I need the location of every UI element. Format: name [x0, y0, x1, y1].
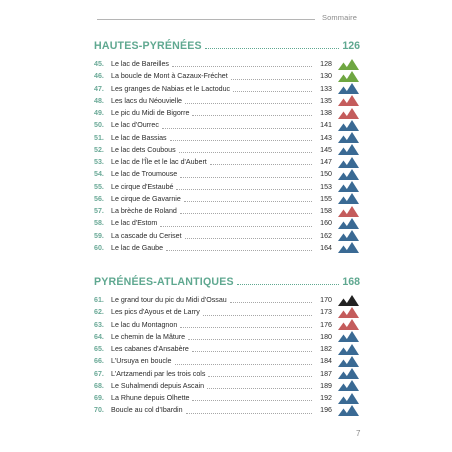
dot-leader — [192, 351, 312, 352]
entry-number: 61. — [94, 296, 104, 305]
dot-leader — [188, 339, 312, 340]
entry-page-number: 162 — [320, 231, 332, 240]
entry-title: Le lac d'Ourrec — [111, 121, 159, 130]
entry-number: 60. — [94, 243, 104, 252]
toc-entry[interactable] — [94, 144, 360, 156]
dot-leader — [176, 189, 312, 190]
section-page-number: 126 — [342, 40, 360, 52]
entry-title: Le lac de Troumouse — [111, 170, 178, 179]
toc-entry[interactable] — [94, 242, 360, 254]
section-hautes-pyrenees — [94, 40, 360, 254]
entry-page-number: 164 — [320, 243, 332, 252]
entry-number: 68. — [94, 381, 104, 390]
difficulty-mountain-icon — [338, 380, 360, 391]
section-label: Sommaire — [322, 13, 357, 22]
entry-list — [94, 294, 360, 417]
toc-entry[interactable] — [94, 132, 360, 144]
entry-number: 64. — [94, 332, 104, 341]
dot-leader — [172, 66, 312, 67]
entry-list — [94, 58, 360, 254]
entry-page-number: 138 — [320, 109, 332, 118]
entry-number: 67. — [94, 369, 104, 378]
toc-entry[interactable] — [94, 119, 360, 131]
difficulty-mountain-icon — [338, 71, 360, 82]
entry-number: 70. — [94, 406, 104, 415]
section-pyrenees-atlantiques — [94, 276, 360, 417]
toc-entry[interactable] — [94, 205, 360, 217]
entry-number: 62. — [94, 308, 104, 317]
entry-title: Le lac de Bareilles — [111, 60, 169, 69]
difficulty-mountain-icon — [338, 218, 360, 229]
toc-entry[interactable] — [94, 217, 360, 229]
entry-page-number: 192 — [320, 394, 332, 403]
entry-page-number: 143 — [320, 133, 332, 142]
dot-leader — [208, 376, 312, 377]
entry-number: 56. — [94, 194, 104, 203]
toc-entry[interactable] — [94, 331, 360, 343]
toc-entry[interactable] — [94, 368, 360, 380]
entry-number: 66. — [94, 357, 104, 366]
entry-page-number: 150 — [320, 170, 332, 179]
entry-page-number: 145 — [320, 145, 332, 154]
entry-page-number: 130 — [320, 72, 332, 81]
entry-page-number: 196 — [320, 406, 332, 415]
entry-number: 54. — [94, 170, 104, 179]
section-heading[interactable] — [94, 40, 360, 54]
toc-entry[interactable] — [94, 70, 360, 82]
entry-number: 48. — [94, 96, 104, 105]
entry-number: 58. — [94, 219, 104, 228]
toc-entry[interactable] — [94, 343, 360, 355]
toc-entry[interactable] — [94, 319, 360, 331]
dot-leader — [170, 140, 312, 141]
entry-title: Le lac de Gaube — [111, 243, 164, 252]
entry-title: Le lac d'Estom — [111, 219, 158, 228]
entry-title: Le lac de Bassias — [111, 133, 167, 142]
difficulty-mountain-icon — [338, 307, 360, 318]
entry-title: Les pics d'Ayous et de Larry — [111, 308, 200, 317]
difficulty-mountain-icon — [338, 83, 360, 94]
entry-page-number: 153 — [320, 182, 332, 191]
entry-number: 47. — [94, 84, 104, 93]
difficulty-mountain-icon — [338, 319, 360, 330]
dot-leader — [192, 115, 312, 116]
difficulty-mountain-icon — [338, 120, 360, 131]
dot-leader — [185, 103, 312, 104]
difficulty-mountain-icon — [338, 95, 360, 106]
dot-leader — [186, 413, 312, 414]
toc-entry[interactable] — [94, 380, 360, 392]
difficulty-mountain-icon — [338, 169, 360, 180]
difficulty-mountain-icon — [338, 331, 360, 342]
dot-leader — [210, 164, 312, 165]
dot-leader — [175, 364, 312, 365]
entry-number: 63. — [94, 320, 104, 329]
entry-page-number: 147 — [320, 158, 332, 167]
toc-entry[interactable] — [94, 181, 360, 193]
dot-leader — [162, 128, 312, 129]
toc-entry[interactable] — [94, 58, 360, 70]
entry-number: 59. — [94, 231, 104, 240]
entry-title: Le cirque de Gavarnie — [111, 194, 181, 203]
entry-number: 69. — [94, 394, 104, 403]
dot-leader — [160, 226, 312, 227]
entry-number: 49. — [94, 109, 104, 118]
toc-entry[interactable] — [94, 230, 360, 242]
toc-entry[interactable] — [94, 392, 360, 404]
entry-title: L'Artzamendi par les trois cols — [111, 369, 206, 378]
difficulty-mountain-icon — [338, 157, 360, 168]
entry-title: Les cabanes d'Ansabère — [111, 345, 189, 354]
dot-leader — [184, 201, 312, 202]
difficulty-mountain-icon — [338, 181, 360, 192]
entry-number: 65. — [94, 345, 104, 354]
dot-leader — [233, 91, 312, 92]
dot-leader — [207, 388, 312, 389]
entry-page-number: 189 — [320, 381, 332, 390]
entry-page-number: 160 — [320, 219, 332, 228]
difficulty-mountain-icon — [338, 206, 360, 217]
toc-entry[interactable] — [94, 95, 360, 107]
entry-page-number: 187 — [320, 369, 332, 378]
section-page-number: 168 — [342, 276, 360, 288]
page-number: 7 — [356, 429, 361, 438]
difficulty-mountain-icon — [338, 108, 360, 119]
entry-title: La Rhune depuis Olhette — [111, 394, 190, 403]
difficulty-mountain-icon — [338, 144, 360, 155]
entry-title: Le lac de l'Île et le lac d'Aubert — [111, 158, 207, 167]
toc-entry[interactable] — [94, 83, 360, 95]
difficulty-mountain-icon — [338, 368, 360, 379]
section-title: HAUTES-PYRÉNÉES — [94, 40, 202, 52]
entry-page-number: 133 — [320, 84, 332, 93]
entry-title: La boucle de Mont à Cazaux-Fréchet — [111, 72, 228, 81]
dot-leader — [230, 302, 312, 303]
entry-title: Le chemin de la Mâture — [111, 332, 186, 341]
difficulty-mountain-icon — [338, 193, 360, 204]
difficulty-mountain-icon — [338, 393, 360, 404]
entry-page-number: 180 — [320, 332, 332, 341]
difficulty-mountain-icon — [338, 344, 360, 355]
entry-title: L'Ursuya en boucle — [111, 357, 172, 366]
entry-number: 50. — [94, 121, 104, 130]
entry-page-number: 158 — [320, 207, 332, 216]
toc-entry[interactable] — [94, 294, 360, 306]
entry-title: Les granges de Nabias et le Lactoduc — [111, 84, 231, 93]
entry-page-number: 170 — [320, 296, 332, 305]
dot-leader — [203, 315, 312, 316]
dot-leader — [166, 250, 312, 251]
entry-title: Le Suhalmendi depuis Ascain — [111, 381, 205, 390]
dot-leader — [185, 238, 312, 239]
toc-entry[interactable] — [94, 306, 360, 318]
entry-number: 52. — [94, 145, 104, 154]
dot-leader — [192, 400, 312, 401]
entry-title: Le lac dets Coubous — [111, 145, 176, 154]
entry-page-number: 135 — [320, 96, 332, 105]
entry-page-number: 182 — [320, 345, 332, 354]
entry-page-number: 141 — [320, 121, 332, 130]
entry-number: 46. — [94, 72, 104, 81]
entry-title: La brèche de Roland — [111, 207, 177, 216]
entry-title: Le pic du Midi de Bigorre — [111, 109, 190, 118]
header-rule — [97, 19, 315, 20]
toc-entry[interactable] — [94, 107, 360, 119]
toc-entry[interactable] — [94, 168, 360, 180]
entry-number: 57. — [94, 207, 104, 216]
entry-number: 55. — [94, 182, 104, 191]
dot-leader — [205, 48, 340, 49]
difficulty-mountain-icon — [338, 132, 360, 143]
entry-title: La cascade du Ceriset — [111, 231, 182, 240]
toc-entry[interactable] — [94, 404, 360, 416]
entry-number: 45. — [94, 60, 104, 69]
difficulty-mountain-icon — [338, 230, 360, 241]
toc-entry[interactable] — [94, 193, 360, 205]
entry-title: Le cirque d'Estaubé — [111, 182, 174, 191]
difficulty-mountain-icon — [338, 405, 360, 416]
dot-leader — [179, 152, 312, 153]
entry-page-number: 173 — [320, 308, 332, 317]
difficulty-mountain-icon — [338, 356, 360, 367]
section-heading[interactable] — [94, 276, 360, 290]
dot-leader — [237, 284, 340, 285]
difficulty-mountain-icon — [338, 295, 360, 306]
entry-page-number: 128 — [320, 60, 332, 69]
entry-page-number: 176 — [320, 320, 332, 329]
entry-title: Boucle au col d'Ibardin — [111, 406, 183, 415]
toc-entry[interactable] — [94, 355, 360, 367]
dot-leader — [180, 327, 312, 328]
entry-title: Le lac du Montagnon — [111, 320, 178, 329]
entry-title: Le grand tour du pic du Midi d'Ossau — [111, 296, 227, 305]
dot-leader — [231, 79, 312, 80]
difficulty-mountain-icon — [338, 242, 360, 253]
entry-page-number: 155 — [320, 194, 332, 203]
dot-leader — [180, 213, 312, 214]
difficulty-mountain-icon — [338, 59, 360, 70]
entry-page-number: 184 — [320, 357, 332, 366]
entry-number: 51. — [94, 133, 104, 142]
section-title: PYRÉNÉES-ATLANTIQUES — [94, 276, 234, 288]
entry-title: Les lacs du Néouvielle — [111, 96, 182, 105]
toc-entry[interactable] — [94, 156, 360, 168]
dot-leader — [180, 177, 312, 178]
entry-number: 53. — [94, 158, 104, 167]
